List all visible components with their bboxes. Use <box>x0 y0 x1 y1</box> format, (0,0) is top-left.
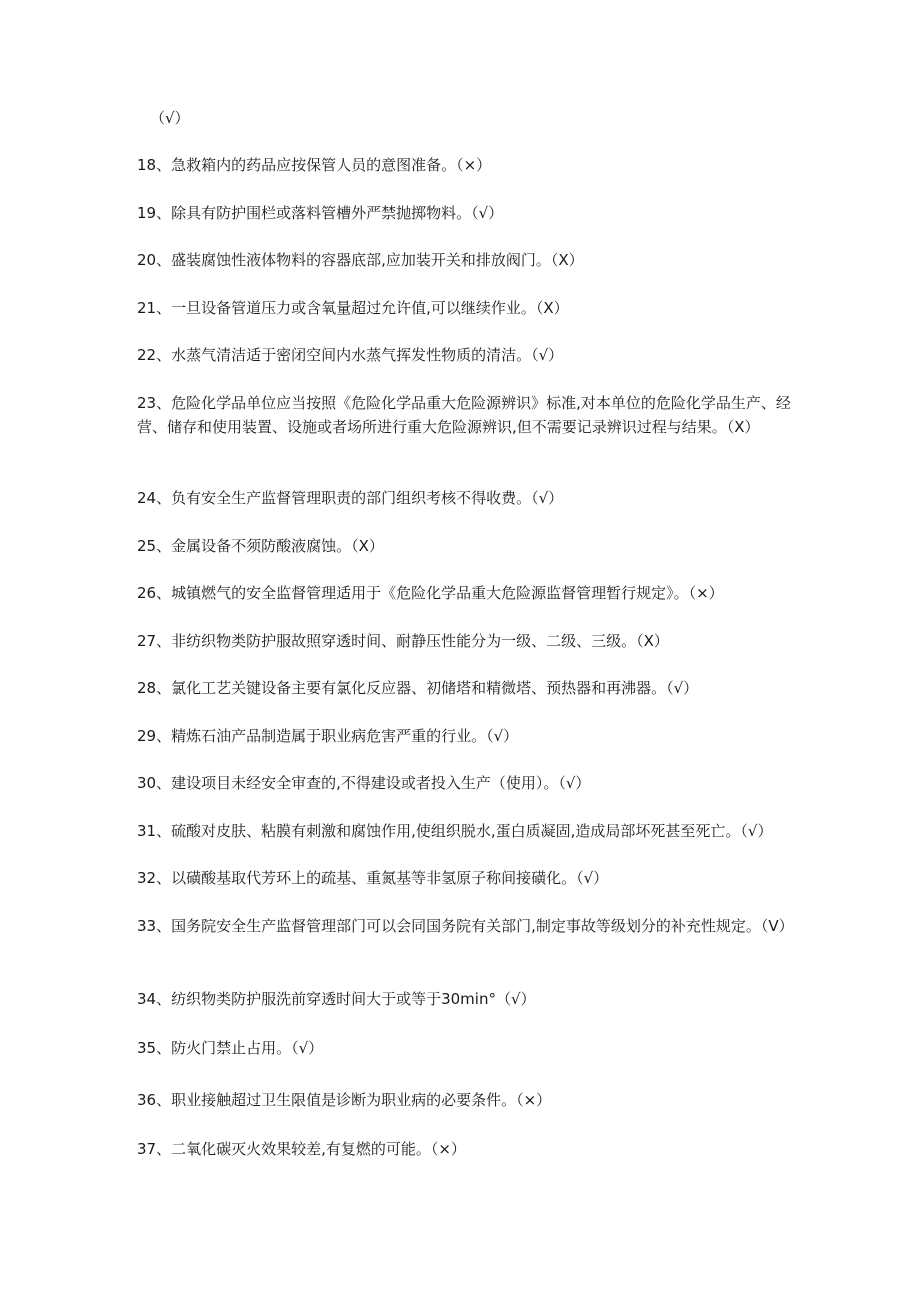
question-27: 27、非纺织物类防护服故照穿透时间、耐静压性能分为一级、二级、三级。（X） <box>137 632 669 650</box>
question-24: 24、负有安全生产监督管理职责的部门组织考核不得收费。（√） <box>137 489 564 507</box>
question-23: 23、危险化学品单位应当按照《危险化学品重大危险源辨识》标准,对本单位的危险化学品生产、经营、储存和使用装置、设施或者场所进行重大危险源辨识,但不需要记录辨识过程与结果。（X） <box>137 394 791 436</box>
question-21: 21、一旦设备管道压力或含氧量超过允许值,可以继续作业。（X） <box>137 299 569 317</box>
question-33: 33、国务院安全生产监督管理部门可以会同国务院有关部门,制定事故等级划分的补充性规定。（V） <box>137 917 794 935</box>
question-18: 18、急救箱内的药品应按保管人员的意图准备。（×） <box>137 156 492 174</box>
continuation-answer: （√） <box>150 109 190 127</box>
question-20: 20、盛装腐蚀性液体物料的容器底部,应加装开关和排放阀门。（X） <box>137 251 584 269</box>
question-25: 25、金属设备不须防酸液腐蚀。（X） <box>137 537 384 555</box>
question-32: 32、以磺酸基取代芳环上的疏基、重氮基等非氢原子称间接磺化。（√） <box>137 869 609 887</box>
question-37: 37、二氧化碳灭火效果较差,有复燃的可能。（×） <box>137 1140 466 1158</box>
question-19: 19、除具有防护围栏或落料管槽外严禁抛掷物料。（√） <box>137 204 504 222</box>
question-36: 36、职业接触超过卫生限值是诊断为职业病的必要条件。（×） <box>137 1091 552 1109</box>
question-34: 34、纺织物类防护服洗前穿透时间大于或等于30min°（√） <box>137 990 536 1008</box>
question-28: 28、氯化工艺关键设备主要有氯化反应器、初储塔和精微塔、预热器和再沸器。（√） <box>137 679 699 697</box>
question-26: 26、城镇燃气的安全监督管理适用于《危险化学品重大危险源监督管理暂行规定》。（×） <box>137 584 724 602</box>
question-29: 29、精炼石油产品制造属于职业病危害严重的行业。（√） <box>137 727 519 745</box>
question-35: 35、防火门禁止占用。（√） <box>137 1039 324 1057</box>
question-22: 22、水蒸气清洁适于密闭空间内水蒸气挥发性物质的清洁。（√） <box>137 346 564 364</box>
question-30: 30、建设项目未经安全审查的,不得建设或者投入生产（使用）。（√） <box>137 774 591 792</box>
question-31: 31、硫酸对皮肤、粘膜有刺激和腐蚀作用,使组织脱水,蛋白质凝固,造成局部坏死甚至死亡。（√） <box>137 822 773 840</box>
